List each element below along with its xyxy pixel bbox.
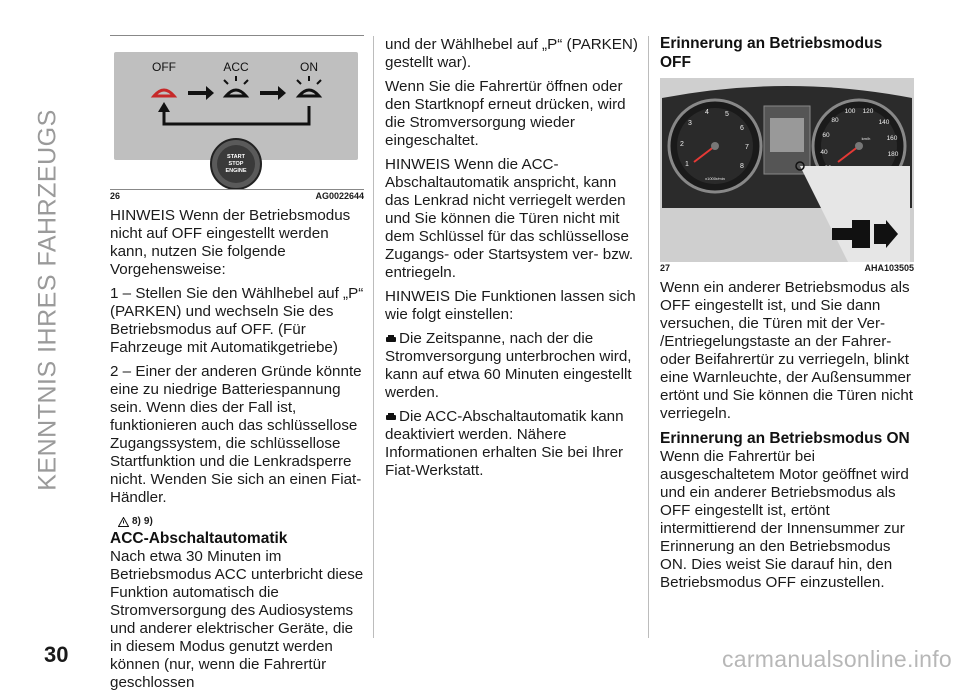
continued-paragraph: und der Wählhebel auf „P“ (PARKEN) gestellt war).	[385, 36, 638, 71]
page-number: 30	[44, 642, 69, 667]
tach-3: 3	[688, 120, 692, 127]
instrument-cluster-illustration	[660, 78, 914, 262]
figure-code: AG0022644	[315, 191, 364, 201]
speed-100: 100	[844, 108, 856, 115]
column-1	[110, 0, 364, 698]
speed-140: 140	[878, 119, 890, 126]
tach-1: 1	[685, 161, 689, 168]
acc-paragraph: Nach etwa 30 Minuten im Betriebsmodus ACC unterbricht diese Funktion automatisch die Stromversorgung des Audiosystems und anderer elektrischer Geräte, die in diesem Modus genutzt werden können (nur, wenn die Fahrertür geschlossen	[110, 548, 364, 691]
ref-9: 9)	[143, 516, 153, 527]
tach-7: 7	[745, 144, 749, 151]
hinweis-paragraph: HINWEIS Wenn der Betriebsmodus nicht auf OFF eingestellt werden kann, nutzen Sie folgende Vorgehensweise:	[110, 207, 351, 278]
car-icon	[385, 412, 397, 422]
speed-40: 40	[820, 149, 828, 156]
tach-unit: x1000r/min	[705, 176, 725, 181]
figure-26	[110, 35, 364, 189]
off-reminder-heading: Erinnerung an Betriebsmodus OFF	[660, 35, 883, 71]
chapter-side-title: KENNTNIS IHRES FAHRZEUGS	[33, 109, 62, 491]
column-2	[385, 36, 639, 486]
tach-5: 5	[725, 111, 729, 118]
warning-references	[118, 509, 364, 527]
hinweis-settings-paragraph: HINWEIS Die Funktionen lassen sich wie folgt einstellen:	[385, 288, 636, 323]
column-3	[660, 34, 914, 598]
watermark: carmanualsonline.info	[721, 646, 952, 672]
column-divider-2	[648, 36, 649, 638]
bullet-1	[385, 330, 639, 402]
ref-8: 8)	[132, 516, 141, 527]
figure-27-caption	[660, 262, 914, 276]
speed-60: 60	[822, 132, 830, 139]
warning-triangle-icon	[118, 517, 129, 527]
figure-number: 26	[110, 191, 121, 201]
column-divider-1	[373, 36, 374, 638]
bullet-2-text: Die ACC-Abschaltautomatik kann deaktiviert werden. Nähere Informationen erhalten Sie bei Ihrer Fiat-Werkstatt.	[385, 408, 624, 479]
tach-8: 8	[740, 163, 744, 170]
speed-80: 80	[831, 117, 839, 124]
acc-heading: ACC-Abschaltautomatik	[110, 530, 288, 547]
step-2-paragraph: 2 – Einer der anderen Gründe könnte eine zu niedrige Batteriespannung sein. Wenn dies der Fall ist, funktionieren auch das schlüssellose Zugangssystem, die schlüssellose Startfunktion und die Lenkradsperre nicht. Wenden Sie sich an einen Fiat-Händler.	[110, 363, 362, 506]
start-mode-diagram	[110, 36, 364, 189]
figure-code: AHA103505	[864, 263, 914, 273]
hinweis-acc-paragraph: HINWEIS Wenn die ACC-Abschaltautomatik anspricht, kann das Lenkrad nicht verriegelt werden und Sie können die Türen nicht mit dem Schlüssel für das schlüssellose Zugangs- oder Startsystem ver- bzw. entriegeln.	[385, 156, 634, 281]
speed-180: 180	[887, 151, 899, 158]
figure-number: 27	[660, 263, 671, 273]
figure-27	[660, 78, 914, 262]
button-text-2: STOP	[228, 161, 244, 167]
step-1-paragraph: 1 – Stellen Sie den Wählhebel auf „P“ (PARKEN) und wechseln Sie des Betriebsmodus auf OFF. (Für Fahrzeuge mit Automatikgetriebe)	[110, 285, 364, 356]
tach-2: 2	[680, 141, 684, 148]
figure-26-caption	[110, 189, 364, 204]
label-on: ON	[300, 60, 318, 74]
button-text-1: START	[227, 154, 245, 160]
reconnect-paragraph: Wenn Sie die Fahrertür öffnen oder den Startknopf erneut drücken, wird die Stromversorgung wieder eingeschaltet.	[385, 78, 626, 149]
speed-unit: km/h	[861, 136, 871, 141]
bullet-2	[385, 408, 639, 480]
button-text-3: ENGINE	[225, 168, 247, 174]
on-reminder-heading: Erinnerung an Betriebsmodus ON	[660, 430, 910, 447]
label-acc: ACC	[223, 60, 249, 74]
speed-120: 120	[862, 108, 874, 115]
on-reminder-paragraph: Wenn die Fahrertür bei ausgeschaltetem Motor geöffnet wird und ein anderer Betriebsmodus als OFF eingestellt ist, ertönt intermittierend der Innensummer zur Erinnerung an den Betriebsmodus ON. Dies weist Sie darauf hin, den Betriebsmodus OFF einzustellen.	[660, 448, 909, 591]
off-reminder-paragraph: Wenn ein anderer Betriebsmodus als OFF eingestellt ist, und Sie dann versuchen, die Türen mit der Ver- /Entriegelungstaste an der Fahrer- oder Beifahrertür zu verriegeln, blinkt eine Warnleuchte, der Außensummer ertönt und Sie können die Türen nicht verriegeln.	[660, 279, 914, 422]
speed-160: 160	[886, 135, 898, 142]
bullet-1-text: Die Zeitspanne, nach der die Stromversorgung unterbrochen wird, kann auf etwa 60 Minuten eingestellt werden.	[385, 330, 632, 401]
tach-4: 4	[705, 109, 709, 116]
label-off: OFF	[152, 60, 176, 74]
car-icon	[385, 334, 397, 344]
tach-6: 6	[740, 125, 744, 132]
